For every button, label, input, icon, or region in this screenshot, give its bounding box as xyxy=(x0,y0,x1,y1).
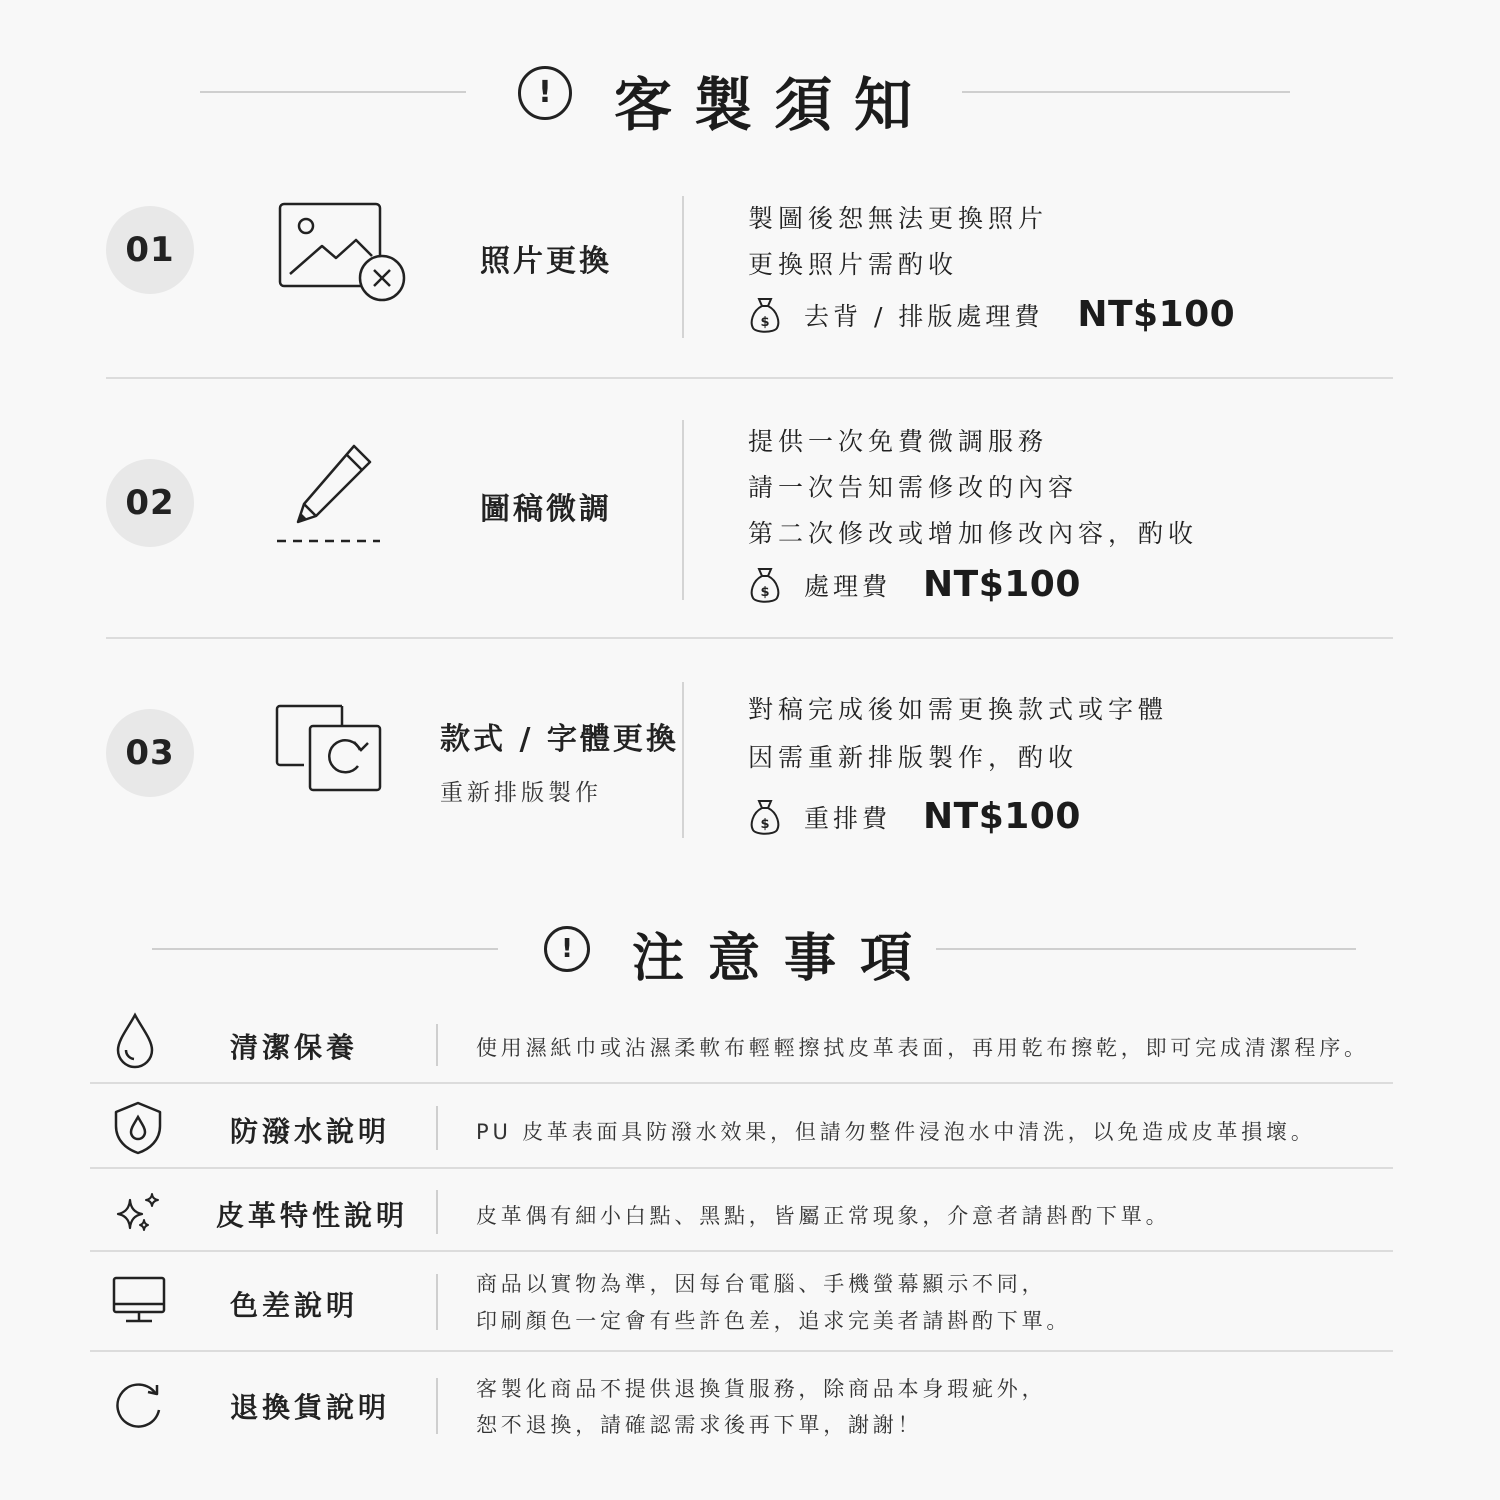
shield-drop-icon xyxy=(110,1100,166,1156)
row-separator xyxy=(90,1167,1393,1169)
row-separator xyxy=(90,1250,1393,1252)
divider xyxy=(682,420,684,600)
note-text: 印刷顏色一定會有些許色差，追求完美者請斟酌下單。 xyxy=(476,1309,1072,1333)
divider xyxy=(682,196,684,338)
photo-x-icon xyxy=(274,200,414,306)
note-label: 色差說明 xyxy=(230,1289,359,1322)
note-text: 恕不退換，請確認需求後再下單，謝謝！ xyxy=(476,1413,923,1437)
note-label: 退換貨說明 xyxy=(230,1391,391,1424)
divider xyxy=(436,1378,438,1434)
notice-line: 第二次修改或增加修改內容，酌收 xyxy=(748,519,1199,548)
fee-row xyxy=(748,294,1235,335)
exclamation-circle-icon: ! xyxy=(544,926,590,972)
notice-line: 更換照片需酌收 xyxy=(748,250,959,279)
notice-line: 提供一次免費微調服務 xyxy=(748,427,1049,456)
notice-label: 款式 / 字體更換 xyxy=(440,722,679,757)
sparkle-icon xyxy=(110,1190,166,1236)
section-title-custom-notice: 客製須知 xyxy=(614,71,935,139)
note-text: 商品以實物為準，因每台電腦、手機螢幕顯示不同， xyxy=(476,1272,1047,1296)
header-rule-left xyxy=(152,948,498,950)
notice-label: 照片更換 xyxy=(480,244,612,279)
step-number-badge: 03 xyxy=(106,709,194,797)
notice-line: 對稿完成後如需更換款式或字體 xyxy=(748,695,1169,724)
money-bag-icon xyxy=(748,565,782,605)
svg-text:$: $ xyxy=(760,816,770,832)
note-text: 皮革偶有細小白點、黑點，皆屬正常現象，介意者請斟酌下單。 xyxy=(476,1204,1171,1228)
row-separator xyxy=(90,1082,1393,1084)
notice-line: 製圖後恕無法更換照片 xyxy=(748,204,1049,233)
svg-text:$: $ xyxy=(760,314,770,330)
divider xyxy=(436,1106,438,1150)
note-text: 使用濕紙巾或沾濕柔軟布輕輕擦拭皮革表面，再用乾布擦乾，即可完成清潔程序。 xyxy=(476,1036,1369,1060)
note-text: 客製化商品不提供退換貨服務，除商品本身瑕疵外， xyxy=(476,1377,1047,1401)
divider xyxy=(436,1190,438,1234)
fee-label: 處理費 xyxy=(804,571,892,601)
water-drop-icon xyxy=(110,1012,160,1070)
fee-row xyxy=(748,796,1081,837)
divider xyxy=(682,682,684,838)
header-rule-right xyxy=(962,91,1290,93)
row-separator xyxy=(106,377,1393,379)
note-label: 皮革特性說明 xyxy=(216,1199,409,1232)
notice-label: 圖稿微調 xyxy=(480,492,612,527)
fee-price: NT$100 xyxy=(923,564,1081,605)
svg-text:$: $ xyxy=(760,584,770,600)
section-title-notes: 注意事項 xyxy=(632,929,937,989)
divider xyxy=(436,1274,438,1330)
step-number-badge: 01 xyxy=(106,206,194,294)
divider xyxy=(436,1024,438,1066)
header-rule-left xyxy=(200,91,466,93)
monitor-icon xyxy=(110,1274,168,1326)
fee-row xyxy=(748,564,1081,605)
fee-price: NT$100 xyxy=(923,796,1081,837)
note-text: PU 皮革表面具防潑水效果，但請勿整件浸泡水中清洗，以免造成皮革損壞。 xyxy=(476,1120,1316,1144)
pencil-icon xyxy=(272,438,384,546)
money-bag-icon xyxy=(748,295,782,335)
notice-line: 因需重新排版製作，酌收 xyxy=(748,743,1079,772)
header-rule-right xyxy=(936,948,1356,950)
note-label: 防潑水說明 xyxy=(230,1115,391,1148)
step-number-badge: 02 xyxy=(106,459,194,547)
exclamation-circle-icon: ! xyxy=(518,66,572,120)
money-bag-icon xyxy=(748,797,782,837)
refresh-icon xyxy=(110,1378,166,1434)
fee-label: 去背 / 排版處理費 xyxy=(804,301,1044,331)
notice-line: 請一次告知需修改的內容 xyxy=(748,473,1079,502)
notice-sublabel: 重新排版製作 xyxy=(440,780,602,806)
row-separator xyxy=(106,637,1393,639)
note-label: 清潔保養 xyxy=(230,1031,359,1064)
swap-refresh-icon xyxy=(274,700,386,796)
row-separator xyxy=(90,1350,1393,1352)
fee-label: 重排費 xyxy=(804,803,892,833)
fee-price: NT$100 xyxy=(1077,294,1236,335)
